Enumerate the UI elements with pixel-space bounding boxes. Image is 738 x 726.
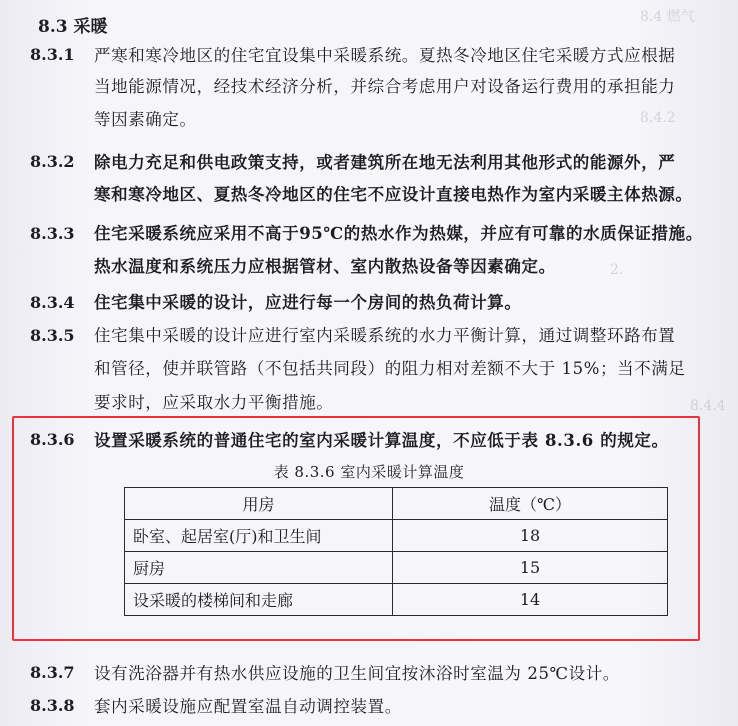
clause-number: 8.3.2 bbox=[30, 152, 75, 171]
table-row bbox=[125, 584, 668, 616]
clause-text-line: 住宅集中采暖的设计，应进行每一个房间的热负荷计算。 bbox=[94, 293, 522, 312]
temperature-cell: 15 bbox=[393, 552, 668, 584]
clause-number: 8.3.7 bbox=[30, 663, 75, 682]
clause-number: 8.3.5 bbox=[30, 326, 75, 345]
table-row bbox=[125, 552, 668, 584]
clause-number: 8.3.6 bbox=[30, 430, 75, 449]
clause-text-line: 设置采暖系统的普通住宅的室内采暖计算温度，不应低于表 8.3.6 的规定。 bbox=[94, 431, 669, 450]
table-caption: 表 8.3.6 室内采暖计算温度 bbox=[273, 463, 465, 481]
clause-number: 8.3.1 bbox=[30, 45, 75, 64]
bleed-through-text: 8.4.2 bbox=[640, 110, 676, 126]
clause-text-line: 当地能源情况，经技术经济分析，并综合考虑用户对设备运行费用的承担能力 bbox=[94, 77, 676, 96]
room-cell: 设采暖的楼梯间和走廊 bbox=[125, 584, 393, 616]
clause-text-line: 等因素确定。 bbox=[94, 110, 197, 129]
bleed-through-text: 2. bbox=[610, 262, 624, 278]
bleed-through-text: 8.4 燃气 bbox=[640, 9, 695, 25]
clause-text-line: 严寒和寒冷地区的住宅宜设集中采暖系统。夏热冬冷地区住宅采暖方式应根据 bbox=[94, 46, 676, 65]
room-cell: 卧室、起居室(厅)和卫生间 bbox=[125, 520, 393, 552]
section-title: 8.3 采暖 bbox=[38, 17, 108, 37]
clause-text-line: 设有洗浴器并有热水供应设施的卫生间宜按沐浴时室温为 25℃设计。 bbox=[94, 664, 620, 683]
clause-text-line: 除电力充足和供电政策支持，或者建筑所在地无法利用其他形式的能源外，严 bbox=[94, 153, 676, 172]
temperature-cell: 18 bbox=[393, 520, 668, 552]
clause-text-line: 住宅采暖系统应采用不高于95℃的热水作为热媒，并应有可靠的水质保证措施。 bbox=[94, 224, 703, 243]
clause-text-line: 套内采暖设施应配置室温自动调控装置。 bbox=[94, 697, 402, 716]
temperature-table bbox=[124, 487, 668, 616]
table-row bbox=[125, 520, 668, 552]
clause-text-line: 寒和寒冷地区、夏热冬冷地区的住宅不应设计直接电热作为室内采暖主体热源。 bbox=[94, 185, 693, 204]
clause-number: 8.3.8 bbox=[30, 696, 75, 715]
bleed-through-text: 8.4.4 bbox=[690, 398, 726, 414]
clause-text-line: 和管径，使并联管路（不包括共同段）的阻力相对差额不大于 15%；当不满足 bbox=[94, 359, 686, 378]
room-cell: 厨房 bbox=[125, 552, 393, 584]
clause-text-line: 要求时，应采取水力平衡措施。 bbox=[94, 393, 334, 412]
temperature-cell: 14 bbox=[393, 584, 668, 616]
clause-text-line: 住宅集中采暖的设计应进行室内采暖系统的水力平衡计算，通过调整环路布置 bbox=[94, 326, 676, 345]
clause-text-line: 热水温度和系统压力应根据管材、室内散热设备等因素确定。 bbox=[94, 257, 556, 276]
column-header-temperature: 温度（℃） bbox=[393, 488, 668, 520]
clause-number: 8.3.4 bbox=[30, 293, 75, 312]
table-header-row bbox=[125, 488, 668, 520]
column-header-room: 用房 bbox=[125, 488, 393, 520]
clause-number: 8.3.3 bbox=[30, 224, 75, 243]
